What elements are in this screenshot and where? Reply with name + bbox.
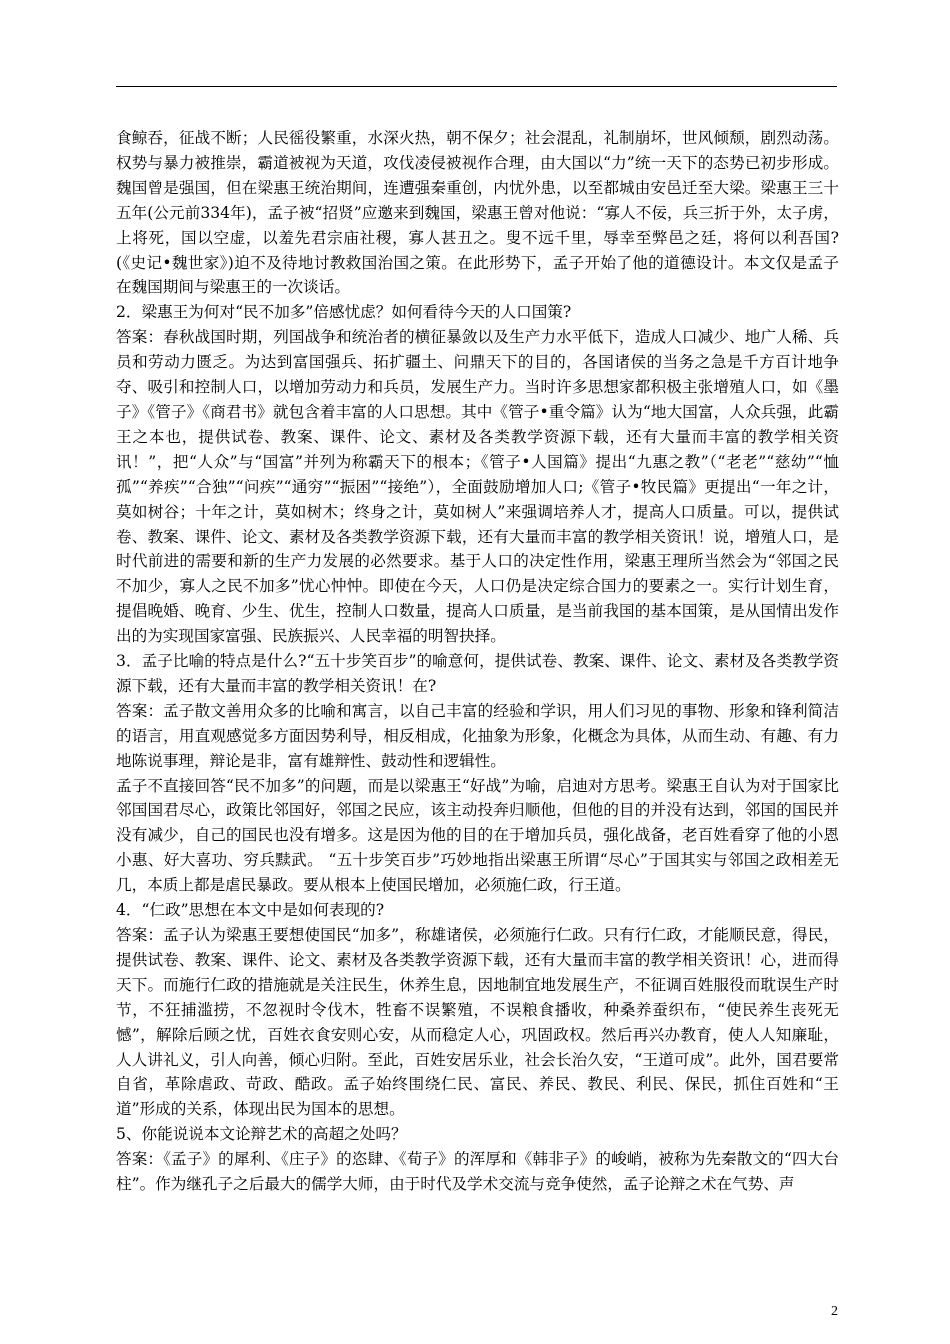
question-3: 3．孟子比喻的特点是什么?“五十步笑百步”的喻意何，提供试卷、教案、课件、论文、素材及各类教学资源下载，还有大量而丰富的教学相关资讯！在?	[116, 652, 839, 695]
answer-3: 答案：孟子散文善用众多的比喻和寓言，以自己丰富的经验和学识，用人们习见的事物、形象和锋利简洁的语言，用直观感觉多方面因势利导，相反相成，化抽象为形象，化概念为具体，从而生动、有趣、有力地陈说事理，辩论是非，富有雄辩性、鼓动性和逻辑性。	[116, 701, 839, 770]
paragraph-background: 食鲸吞，征战不断；人民徭役繁重，水深火热，朝不保夕；社会混乱，礼制崩坏，世风倾颓，剧烈动荡。权势与暴力被推崇，霸道被视为天道，攻伐凌侵被视作合理，由大国以“力”统一天下的态势已初步形成。魏国曾是强国，但在梁惠王统治期间，连遭强秦重创，内忧外患，以至都城由安邑迁至大梁。梁惠王三十五年(公元前334年)，孟子被“招贤”应邀来到魏国，梁惠王曾对他说：“寡人不佞，兵三折于外，太子虏，上将死，国以空虚，以羞先君宗庙社稷，寡人甚丑之。叟不远千里，辱幸至弊邑之廷，将何以利吾国?(《史记•魏世家》)迫不及待地讨教救国治国之策。在此形势下，孟子开始了他的道德设计。本文仅是孟子在魏国期间与梁惠王的一次谈话。	[116, 129, 839, 297]
answer-2: 答案：春秋战国时期，列国战争和统治者的横征暴敛以及生产力水平低下，造成人口减少、地广人稀、兵员和劳动力匮乏。为达到富国强兵、拓扩疆土、问鼎天下的目的，各国诸侯的当务之急是千方百计地争夺、吸引和控制人口，以增加劳动力和兵员，发展生产力。当时许多思想家都积极主张增殖人口，如《墨子》《管子》《商君书》就包含着丰富的人口思想。其中《管子•重令篇》认为“地大国富，人众兵强，此霸王之本也，提供试卷、教案、课件、论文、素材及各类教学资源下载，还有大量而丰富的教学相关资讯！”，把“人众”与“国富”并列为称霸天下的根本；《管子•人国篇》提出“九惠之教”（“老老”“慈幼”“恤孤”“养疾”“合独”“问疾”“通穷”“振困”“接绝”），全面鼓励增加人口;《管子•牧民篇》更提出“一年之计，莫如树谷；十年之计，莫如树木；终身之计，莫如树人”来强调培养人才，提高人口质量。可以，提供试卷、教案、课件、论文、素材及各类教学资源下载，还有大量而丰富的教学相关资讯！说，增殖人口，是时代前进的需要和新的生产力发展的必然要求。基于人口的决定性作用，梁惠王理所当然会为“邻国之民不加少，寡人之民不加多”忧心忡忡。即使在今天，人口仍是决定综合国力的要素之一。实行计划生育，提倡晚婚、晚育、少生、优生，控制人口数量，提高人口质量，是当前我国的基本国策，是从国情出发作出的为实现国家富强、民族振兴、人民幸福的明智抉择。	[116, 328, 839, 646]
answer-3-continued: 孟子不直接回答“民不加多”的问题，而是以梁惠王“好战”为喻，启迪对方思考。梁惠王自认为对于国家比邻国国君尽心，政策比邻国好，邻国之民应，该主动投奔归顺他，但他的目的并没有达到，邻国的国民并没有减少，自己的国民也没有增多。这是因为他的目的在于增加兵员，强化战备，老百姓看穿了他的小恩小惠、好大喜功、穷兵黩武。 “五十步笑百步”巧妙地指出梁惠王所谓“尽心”于国其实与邻国之政相差无几，本质上都是虐民暴政。要从根本上使国民增加，必须施仁政，行王道。	[116, 776, 839, 895]
answer-5: 答案：《孟子》的犀利、《庄子》的恣肆、《荀子》的浑厚和《韩非子》的峻峭，被称为先秦散文的“四大台柱”。作为继孔子之后最大的儒学大师，由于时代及学术交流与竞争使然，孟子论辩之术在气势、声	[116, 1150, 839, 1194]
header-rule	[116, 86, 837, 87]
page-body	[116, 126, 839, 1197]
question-4: 4．“仁政”思想在本文中是如何表现的?	[116, 901, 385, 920]
question-2: 2．梁惠王为何对“民不加多”倍感忧虑？如何看待今天的人口国策?	[116, 303, 572, 322]
page-number: 2	[831, 1304, 838, 1319]
question-5: 5、你能说说本文论辩艺术的高超之处吗？	[116, 1125, 407, 1144]
answer-4: 答案：孟子认为梁惠王要想使国民“加多”，称雄诸侯，必须施行仁政。只有行仁政，才能顺民意，得民，提供试卷、教案、课件、论文、素材及各类教学资源下载，还有大量而丰富的教学相关资讯！心，进而得天下。而施行仁政的措施就是关注民生，休养生息，因地制宜地发展生产，不征调百姓服役而耽误生产时节，不狂捕滥捞，不忽视时令伐木，牲畜不误繁殖，不误粮食播收，种桑养蚕织布，“使民养生丧死无憾”，解除后顾之忧，百姓衣食安则心安，从而稳定人心，巩固政权。然后再兴办教育，使人人知廉耻，人人讲礼义，引人向善，倾心归附。至此，百姓安居乐业，社会长治久安，“王道可成”。此外，国君要常自省，革除虐政、苛政、酷政。孟子始终围绕仁民、富民、养民、教民、利民、保民，抓住百姓和“王道”形成的关系，体现出民为国本的思想。	[116, 926, 839, 1119]
